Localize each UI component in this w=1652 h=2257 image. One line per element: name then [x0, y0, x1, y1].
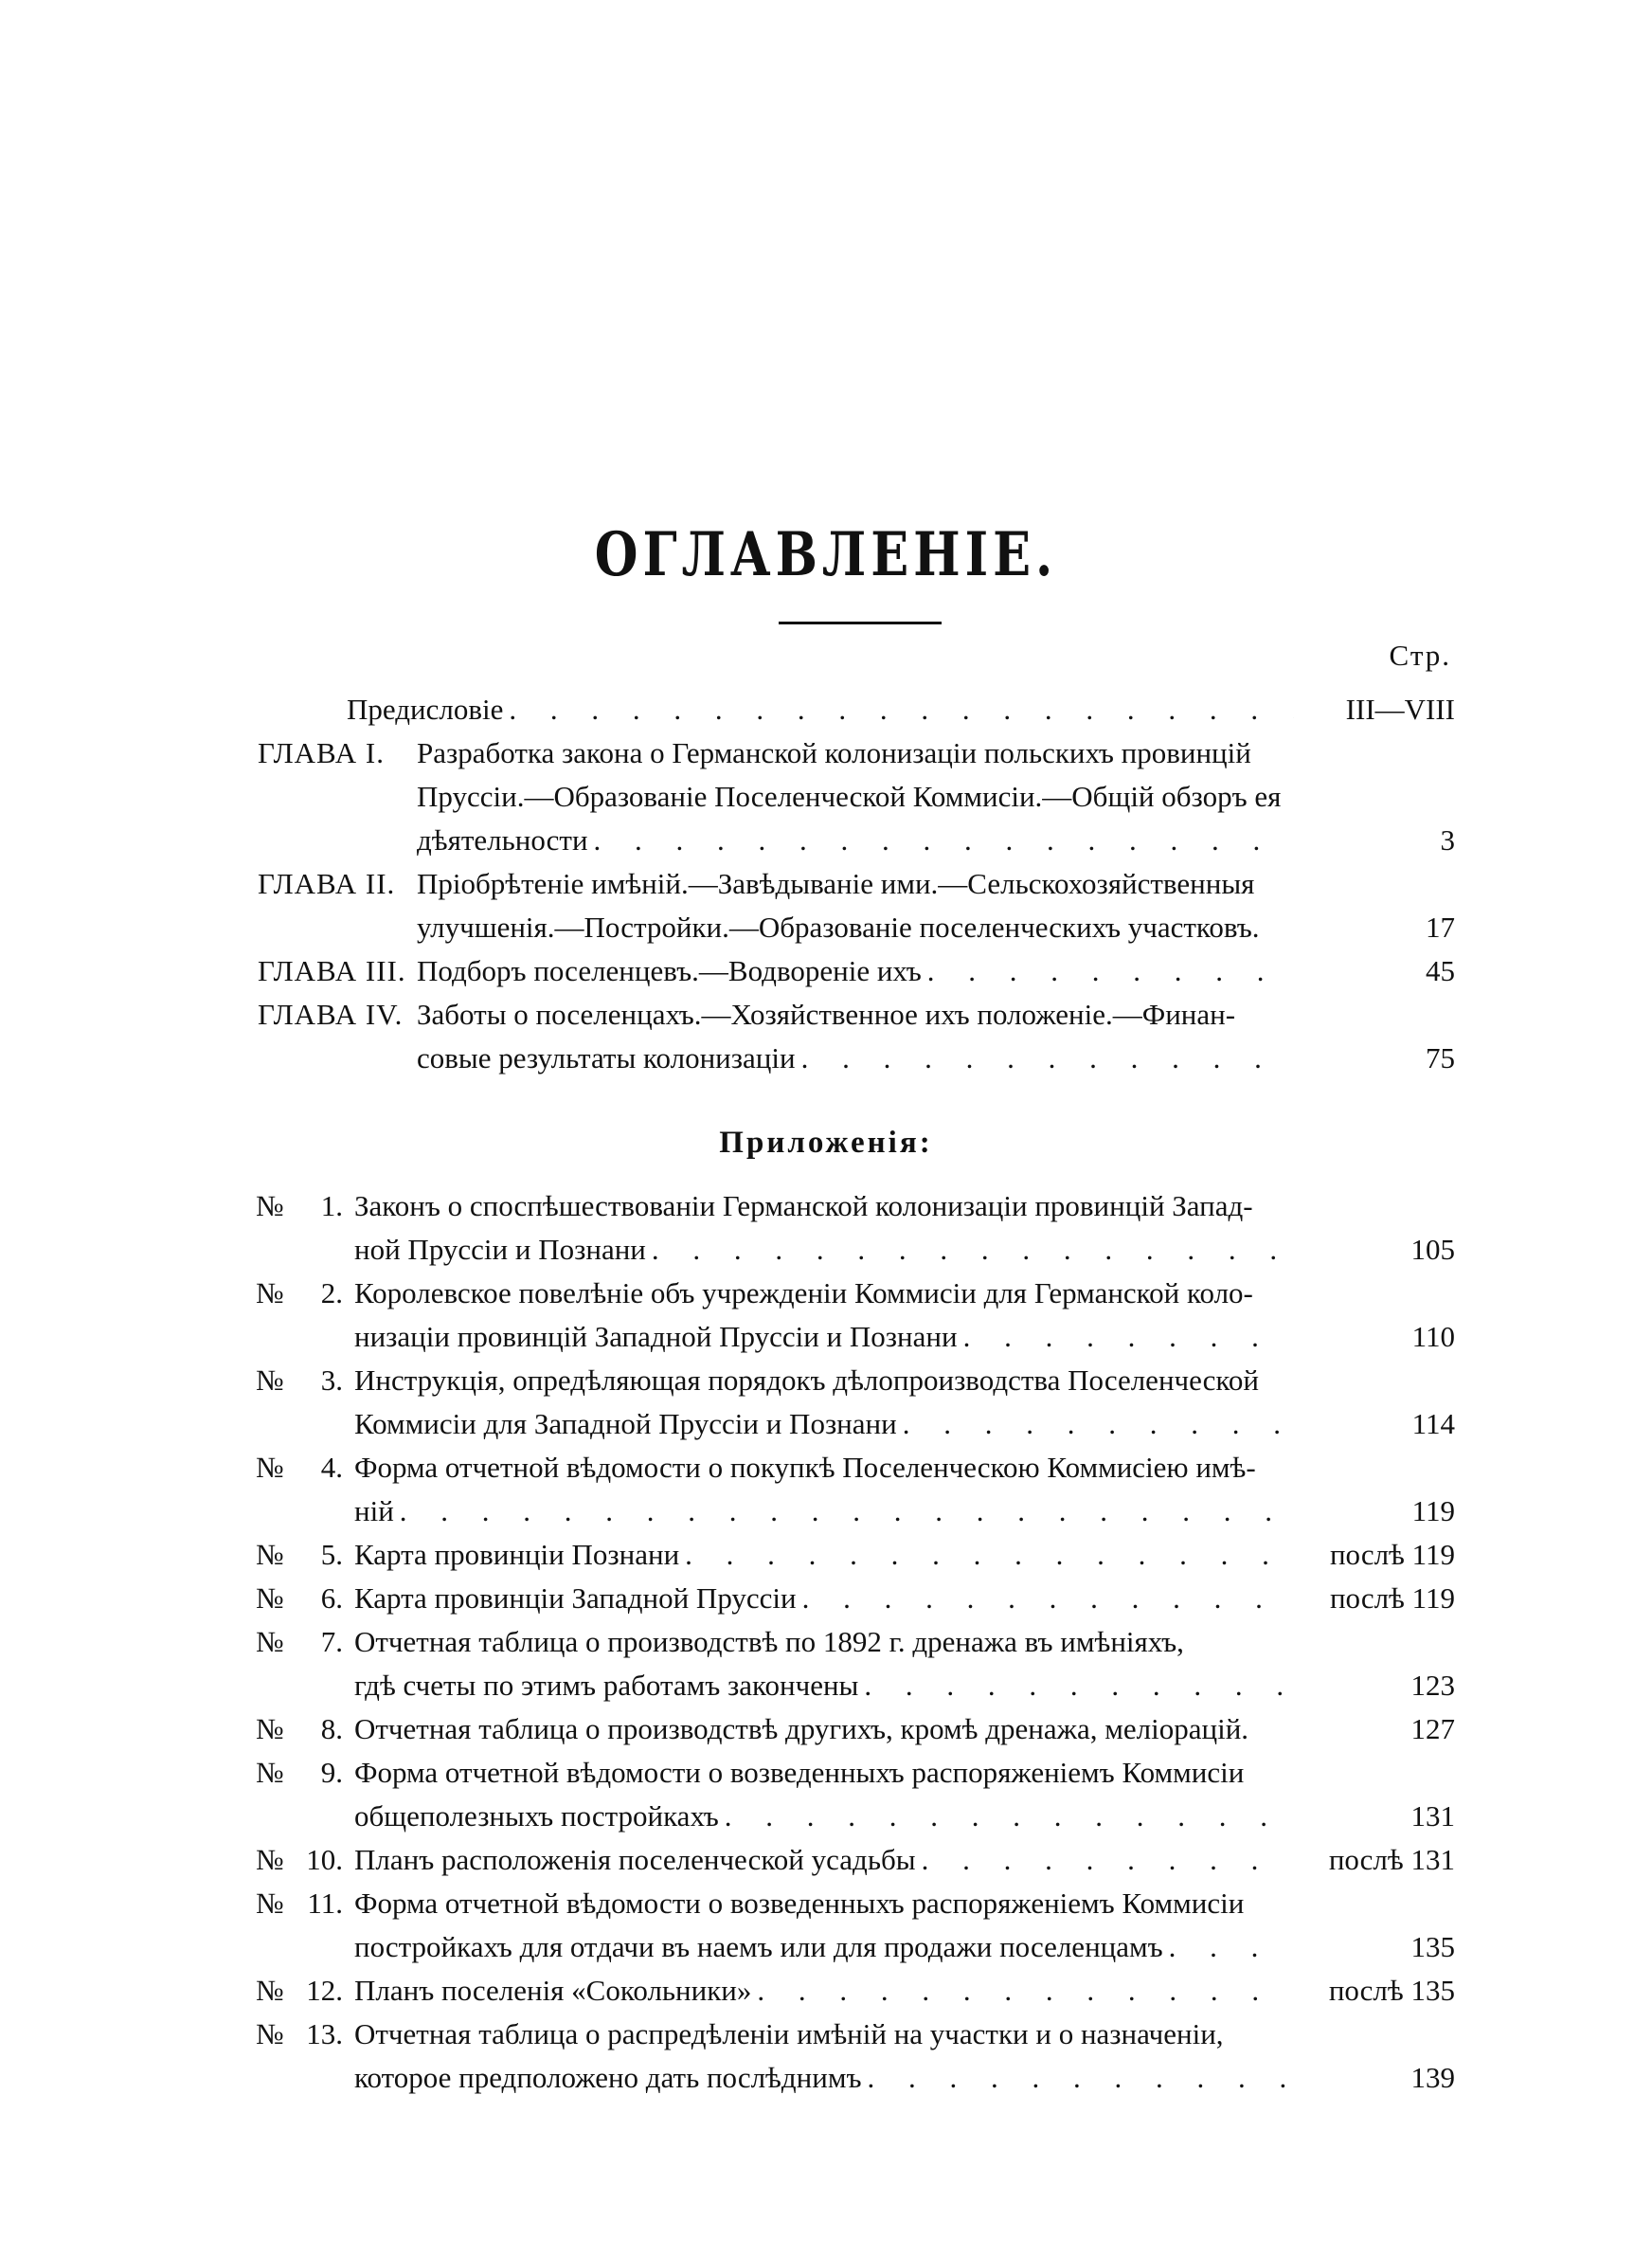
appendix-2-line-2-text: низаціи провинцій Западной Пруссіи и Познани [354, 1320, 958, 1353]
appendix-12-line-1-text: Планъ поселенія «Сокольники» [354, 1974, 752, 2007]
appendix-4-line-2 [354, 1490, 1294, 1533]
appendix-9-page: 131 [1410, 1799, 1455, 1833]
number-sign: № [256, 1189, 284, 1222]
appendix-11-line-1: Форма отчетной вѣдомости о возведенныхъ распоряженіемъ Коммисіи [354, 1887, 1245, 1920]
appendix-7-line-1: Отчетная таблица о производствѣ по 1892 г. дренажа въ имѣніяхъ, [354, 1625, 1184, 1658]
leader-dots [652, 1228, 1294, 1272]
appendix-11-number [256, 1882, 343, 1925]
appendix-9-line-1: Форма отчетной вѣдомости о возведенныхъ распоряженіемъ Коммисіи [354, 1756, 1245, 1789]
appendix-7-line-2-text: гдѣ счеты по этимъ работамъ закончены [354, 1669, 859, 1702]
appendix-1-line-2-text: ной Пруссіи и Познани [354, 1233, 646, 1266]
leader-dots [801, 1037, 1294, 1080]
number-sign: № [256, 1974, 284, 2007]
appendix-number: 5. [320, 1538, 343, 1571]
appendix-number: 3. [320, 1363, 343, 1397]
appendix-7-number [256, 1620, 343, 1664]
page-column-header: Стр. [1389, 639, 1451, 672]
appendix-number: 9. [320, 1756, 343, 1789]
appendix-10-page: послѣ 131 [1328, 1843, 1455, 1876]
appendix-13-line-1: Отчетная таблица о распредѣленіи имѣній на участки и о назначеніи, [354, 2017, 1224, 2050]
appendix-3-line-1: Инструкція, опредѣляющая порядокъ дѣлопроизводства Поселенческой [354, 1363, 1259, 1397]
number-sign: № [256, 2017, 284, 2050]
number-sign: № [256, 1363, 284, 1397]
number-sign: № [256, 1756, 284, 1789]
appendix-12-page: послѣ 135 [1328, 1974, 1455, 2007]
appendix-5-line-1-text: Карта провинціи Познани [354, 1538, 680, 1571]
appendix-4-line-1: Форма отчетной вѣдомости о покупкѣ Поселенческою Коммисіею имѣ- [354, 1451, 1256, 1484]
appendix-1-number [256, 1184, 343, 1228]
appendix-4-page: 119 [1411, 1494, 1455, 1527]
chapter-1-line-3 [417, 819, 1294, 862]
preface-page: III—VIII [1345, 693, 1455, 726]
appendix-number: 4. [320, 1451, 343, 1484]
appendix-9-line-2-text: общеполезныхъ постройкахъ [354, 1799, 719, 1833]
appendix-4-line-2-text: ній [354, 1494, 394, 1527]
chapter-1-line-1: Разработка закона о Германской колонизаціи польскихъ провинцій [417, 736, 1251, 769]
chapter-4-label: ГЛАВА IV. [258, 998, 404, 1031]
chapter-3-line-1 [417, 949, 1294, 993]
chapter-1-line-3-text: дѣятельности [417, 823, 588, 857]
number-sign: № [256, 1843, 284, 1876]
appendix-2-page: 110 [1411, 1320, 1455, 1353]
number-sign: № [256, 1581, 284, 1615]
chapter-1-page: 3 [1440, 823, 1455, 857]
chapter-3-line-1-text: Подборъ поселенцевъ.—Водвореніе ихъ [417, 954, 922, 987]
appendix-3-line-2 [354, 1402, 1294, 1446]
appendix-1-page: 105 [1410, 1233, 1455, 1266]
leader-dots [685, 1533, 1294, 1577]
appendices-heading: Приложенія: [719, 1126, 933, 1160]
appendix-11-line-2 [354, 1925, 1294, 1969]
appendix-6-line-1 [354, 1577, 1294, 1620]
appendix-4-number [256, 1446, 343, 1490]
leader-dots [725, 1795, 1294, 1838]
appendix-5-page: послѣ 119 [1329, 1538, 1455, 1571]
number-sign: № [256, 1276, 284, 1309]
number-sign: № [256, 1538, 284, 1571]
leader-dots [802, 1577, 1294, 1620]
chapter-4-line-2 [417, 1037, 1294, 1080]
appendix-7-page: 123 [1410, 1669, 1455, 1702]
leader-dots [903, 1402, 1294, 1446]
appendix-6-number [256, 1577, 343, 1620]
appendix-6-line-1-text: Карта провинціи Западной Пруссіи [354, 1581, 797, 1615]
appendix-12-number [256, 1969, 343, 2013]
appendix-10-number [256, 1838, 343, 1882]
leader-dots [963, 1315, 1294, 1359]
appendix-10-line-1-text: Планъ расположенія поселенческой усадьбы [354, 1843, 916, 1876]
appendix-5-line-1 [354, 1533, 1294, 1577]
chapter-4-line-1: Заботы о поселенцахъ.—Хозяйственное ихъ положеніе.—Финан- [417, 998, 1236, 1031]
preface-entry [347, 688, 1294, 731]
appendix-7-line-2 [354, 1664, 1294, 1707]
chapter-4-line-2-text: совые результаты колонизаціи [417, 1041, 796, 1074]
appendix-number: 10. [306, 1843, 343, 1876]
appendix-13-line-2-text: которое предположено дать послѣднимъ [354, 2061, 862, 2094]
chapter-1-label: ГЛАВА I. [258, 736, 385, 769]
appendix-6-page: послѣ 119 [1329, 1581, 1455, 1615]
chapter-4-page: 75 [1426, 1041, 1455, 1074]
appendix-12-line-1 [354, 1969, 1294, 2013]
appendix-13-page: 139 [1410, 2061, 1455, 2094]
appendix-13-number [256, 2013, 343, 2056]
leader-dots [757, 1969, 1294, 2013]
appendix-1-line-2 [354, 1228, 1294, 1272]
number-sign: № [256, 1887, 284, 1920]
appendix-number: 8. [320, 1712, 343, 1745]
appendix-11-page: 135 [1410, 1930, 1455, 1963]
leader-dots [594, 819, 1294, 862]
appendix-number: 13. [306, 2017, 343, 2050]
chapter-1-line-2: Пруссіи.—Образованіе Поселенческой Коммисіи.—Общій обзоръ ея [417, 780, 1282, 813]
appendix-8-line-1: Отчетная таблица о производствѣ другихъ, кромѣ дренажа, меліорацій. [354, 1712, 1249, 1745]
appendix-8-page: 127 [1410, 1712, 1455, 1745]
leader-dots [922, 1838, 1294, 1882]
appendix-8-number [256, 1707, 343, 1751]
chapter-2-line-2: улучшенія.—Постройки.—Образованіе поселенческихъ участковъ. [417, 911, 1260, 944]
page-title: ОГЛАВЛЕНІЕ. [594, 519, 1058, 590]
appendix-9-line-2 [354, 1795, 1294, 1838]
appendix-3-page: 114 [1411, 1407, 1455, 1440]
appendix-9-number [256, 1751, 343, 1795]
appendix-2-number [256, 1272, 343, 1315]
chapter-2-label: ГЛАВА II. [258, 867, 396, 900]
leader-dots [864, 1664, 1294, 1707]
leader-dots [927, 949, 1294, 993]
appendix-3-line-2-text: Коммисіи для Западной Пруссіи и Познани [354, 1407, 897, 1440]
appendix-2-line-2 [354, 1315, 1294, 1359]
title-rule [779, 622, 942, 624]
appendix-1-line-1: Законъ о споспѣшествованіи Германской колонизаціи провинцій Запад- [354, 1189, 1253, 1222]
chapter-3-page: 45 [1426, 954, 1455, 987]
preface-text: Предисловіе [347, 693, 504, 726]
appendix-3-number [256, 1359, 343, 1402]
appendix-13-line-2 [354, 2056, 1294, 2100]
chapter-3-label: ГЛАВА III. [258, 954, 406, 987]
leader-dots [509, 688, 1294, 731]
appendix-number: 11. [307, 1887, 343, 1920]
appendix-number: 1. [320, 1189, 343, 1222]
appendix-number: 7. [320, 1625, 343, 1658]
number-sign: № [256, 1625, 284, 1658]
leader-dots [868, 2056, 1295, 2100]
appendix-number: 6. [320, 1581, 343, 1615]
leader-dots [400, 1490, 1294, 1533]
appendix-2-line-1: Королевское повелѣніе объ учрежденіи Коммисіи для Германской коло- [354, 1276, 1253, 1309]
number-sign: № [256, 1451, 284, 1484]
number-sign: № [256, 1712, 284, 1745]
appendix-number: 2. [320, 1276, 343, 1309]
chapter-2-line-1: Пріобрѣтеніе имѣній.—Завѣдываніе ими.—Сельскохозяйственныя [417, 867, 1255, 900]
chapter-2-page: 17 [1426, 911, 1455, 944]
appendix-number: 12. [306, 1974, 343, 2007]
appendix-11-line-2-text: постройкахъ для отдачи въ наемъ или для продажи поселенцамъ [354, 1930, 1163, 1963]
appendix-10-line-1 [354, 1838, 1294, 1882]
appendix-5-number [256, 1533, 343, 1577]
